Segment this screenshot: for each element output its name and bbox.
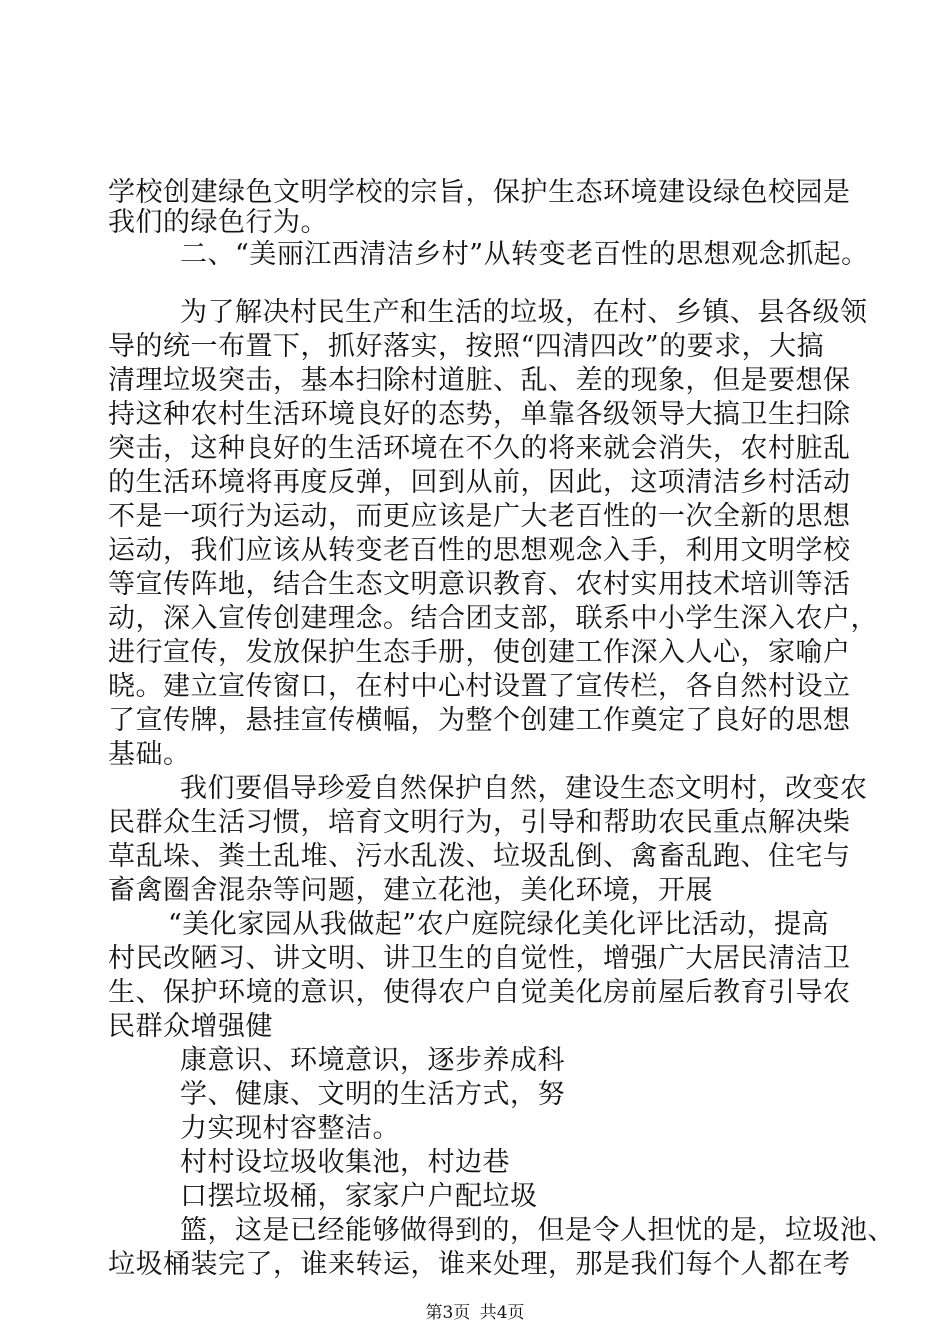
text-line: 不是一项行为运动，而更应该是广大老百性的一次全新的思想 <box>108 501 851 532</box>
text-line: 我们的绿色行为。 <box>108 207 328 238</box>
text-line: 基础。 <box>108 739 191 770</box>
text-line: 动，深入宣传创建理念。结合团支部，联系中小学生深入农户， <box>108 603 878 634</box>
text-line: 进行宣传，发放保护生态手册，使创建工作深入人心，家喻户 <box>108 637 851 668</box>
text-line: 力实现村容整洁。 <box>180 1113 400 1144</box>
text-line: 康意识、环境意识，逐步养成科 <box>180 1045 565 1076</box>
text-line: 的生活环境将再度反弹，回到从前，因此，这项清洁乡村活动 <box>108 467 851 498</box>
text-line: 畜禽圈舍混杂等问题，建立花池，美化环境，开展 <box>108 875 713 906</box>
text-line: 草乱垛、粪土乱堆、污水乱泼、垃圾乱倒、禽畜乱跑、住宅与 <box>108 841 851 872</box>
paragraph-start-line: 为了解决村民生产和生活的垃圾，在村、乡镇、县各级领 <box>180 297 868 328</box>
page-footer <box>0 1302 950 1324</box>
text-line: 民群众增强健 <box>108 1011 273 1042</box>
text-line: 学、健康、文明的生活方式，努 <box>180 1079 565 1110</box>
text-line: 等宣传阵地，结合生态文明意识教育、农村实用技术培训等活 <box>108 569 851 600</box>
text-line: 村民改陋习、讲文明、讲卫生的自觉性，增强广大居民清洁卫 <box>108 943 851 974</box>
text-line: 清理垃圾突击，基本扫除村道脏、乱、差的现象，但是要想保 <box>108 365 851 396</box>
text-line: 民群众生活习惯，培育文明行为，引导和帮助农民重点解决柴 <box>108 807 851 838</box>
text-line: 垃圾桶装完了，谁来转运，谁来处理，那是我们每个人都在考 <box>108 1249 851 1280</box>
text-line: 晓。建立宣传窗口，在村中心村设置了宣传栏，各自然村设立 <box>108 671 851 702</box>
text-line: 口摆垃圾桶，家家户户配垃圾 <box>180 1181 538 1212</box>
text-line: 持这种农村生活环境良好的态势，单靠各级领导大搞卫生扫除 <box>108 399 851 430</box>
page-number: 第3页 <box>425 1303 471 1323</box>
text-line: 生、保护环境的意识，使得农户自觉美化房前屋后教育引导农 <box>108 977 851 1008</box>
text-line: 了宣传牌，悬挂宣传横幅，为整个创建工作奠定了良好的思想 <box>108 705 851 736</box>
page-total: 共4页 <box>479 1303 525 1323</box>
section-heading: 二、“美丽江西清洁乡村”从转变老百性的思想观念抓起。 <box>180 239 869 270</box>
text-line: 运动，我们应该从转变老百性的思想观念入手，利用文明学校 <box>108 535 851 566</box>
text-line: 导的统一布置下，抓好落实，按照“四清四改”的要求，大搞 <box>108 331 825 362</box>
text-line: 突击，这种良好的生活环境在不久的将来就会消失，农村脏乱 <box>108 433 851 464</box>
text-line: 村村设垃圾收集池，村边巷 <box>180 1147 510 1178</box>
text-line: 学校创建绿色文明学校的宗旨，保护生态环境建设绿色校园是 <box>108 177 851 208</box>
paragraph-start-line: 篮，这是已经能够做得到的，但是令人担忧的是，垃圾池、 <box>180 1215 895 1246</box>
paragraph-start-line: 我们要倡导珍爱自然保护自然，建设生态文明村，改变农 <box>180 773 868 804</box>
paragraph-start-line: “美化家园从我做起”农户庭院绿化美化评比活动，提高 <box>168 909 830 940</box>
